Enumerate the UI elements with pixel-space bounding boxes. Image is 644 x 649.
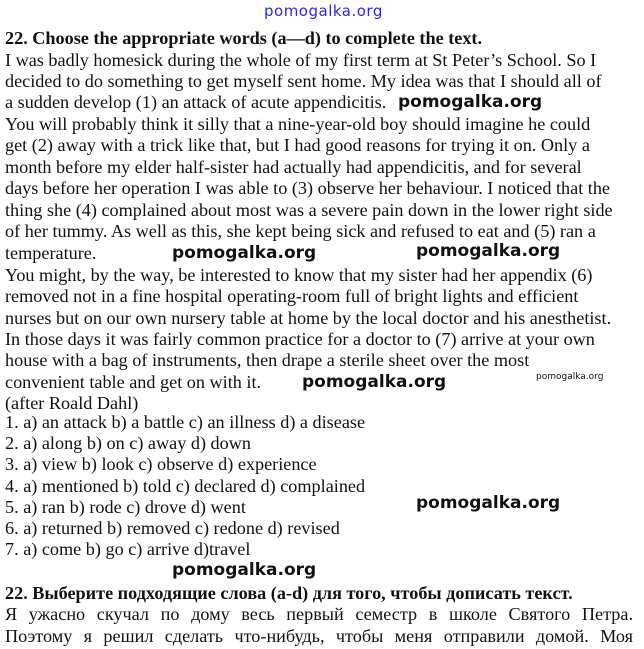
- option-line: 7. a) come b) go c) arrive d)travel: [5, 539, 251, 559]
- text-line: get (2) away with a trick like that, but I had good reasons for trying it on. Only a: [5, 135, 590, 155]
- option-line: 1. a) an attack b) a battle c) an illness d) a disease: [5, 412, 366, 432]
- text-line: month before my elder half-sister had actually had appendicitis, and for several: [5, 157, 582, 177]
- text-line: In those days it was fairly common practice for a doctor to (7) arrive at your own: [5, 329, 595, 349]
- text-line: removed not in a fine hospital operating-room full of bright lights and efficient: [5, 286, 579, 306]
- option-line: 6. a) returned b) removed c) redone d) revised: [5, 518, 340, 538]
- text-line: You might, by the way, be interested to know that my sister had her appendix (6): [5, 265, 593, 285]
- watermark: pomogalka.org: [172, 560, 317, 580]
- option-line: 4. a) mentioned b) told c) declared d) complained: [5, 476, 366, 496]
- watermark-small: pomogalka.org: [536, 372, 604, 382]
- text-line: nurses but on our own nursery table at home by the local doctor and his anesthetist.: [5, 308, 612, 328]
- watermark: pomogalka.org: [398, 92, 543, 112]
- text-line: thing she (4) complained about most was a severe pain down in the lower right side: [5, 200, 613, 220]
- exercise-heading: 22. Choose the appropriate words (a—d) to complete the text.: [5, 28, 483, 48]
- text-line: house with a bag of instruments, then drape a sterile sheet over the most: [5, 350, 530, 370]
- text-line: a sudden develop (1) an attack of acute appendicitis.: [5, 92, 387, 112]
- text-line: You will probably think it silly that a nine-year-old boy should imagine he could: [5, 114, 591, 134]
- text-line: decided to do something to get myself sent home. My idea was that I should all of: [5, 71, 602, 91]
- russian-text-line: Поэтому я решил сделать что-нибудь, чтобы меня отправили домой. Моя: [5, 626, 633, 646]
- option-line: 2. a) along b) on c) away d) down: [5, 433, 251, 453]
- watermark: pomogalka.org: [302, 372, 447, 392]
- watermark: pomogalka.org: [172, 243, 317, 263]
- text-line: temperature.: [5, 243, 97, 263]
- watermark-top: pomogalka.org: [264, 2, 383, 20]
- watermark: pomogalka.org: [416, 493, 561, 513]
- source-attribution: (after Roald Dahl): [5, 393, 139, 413]
- text-line: convenient table and get on with it.: [5, 372, 262, 392]
- russian-text-line: Я ужасно скучал по дому весь первый семестр в школе Святого Петра.: [5, 604, 633, 624]
- text-line: I was badly homesick during the whole of my first term at St Peter’s School. So I: [5, 50, 597, 70]
- option-line: 5. a) ran b) rode c) drove d) went: [5, 497, 246, 517]
- watermark: pomogalka.org: [416, 241, 561, 261]
- text-line: of her tummy. As well as this, she kept being sick and refused to eat and (5) ran a: [5, 221, 596, 241]
- russian-heading: 22. Выберите подходящие слова (a-d) для того, чтобы дописать текст.: [5, 583, 573, 603]
- option-line: 3. a) view b) look c) observe d) experience: [5, 454, 317, 474]
- text-line: days before her operation I was able to (3) observe her behaviour. I noticed that the: [5, 178, 611, 198]
